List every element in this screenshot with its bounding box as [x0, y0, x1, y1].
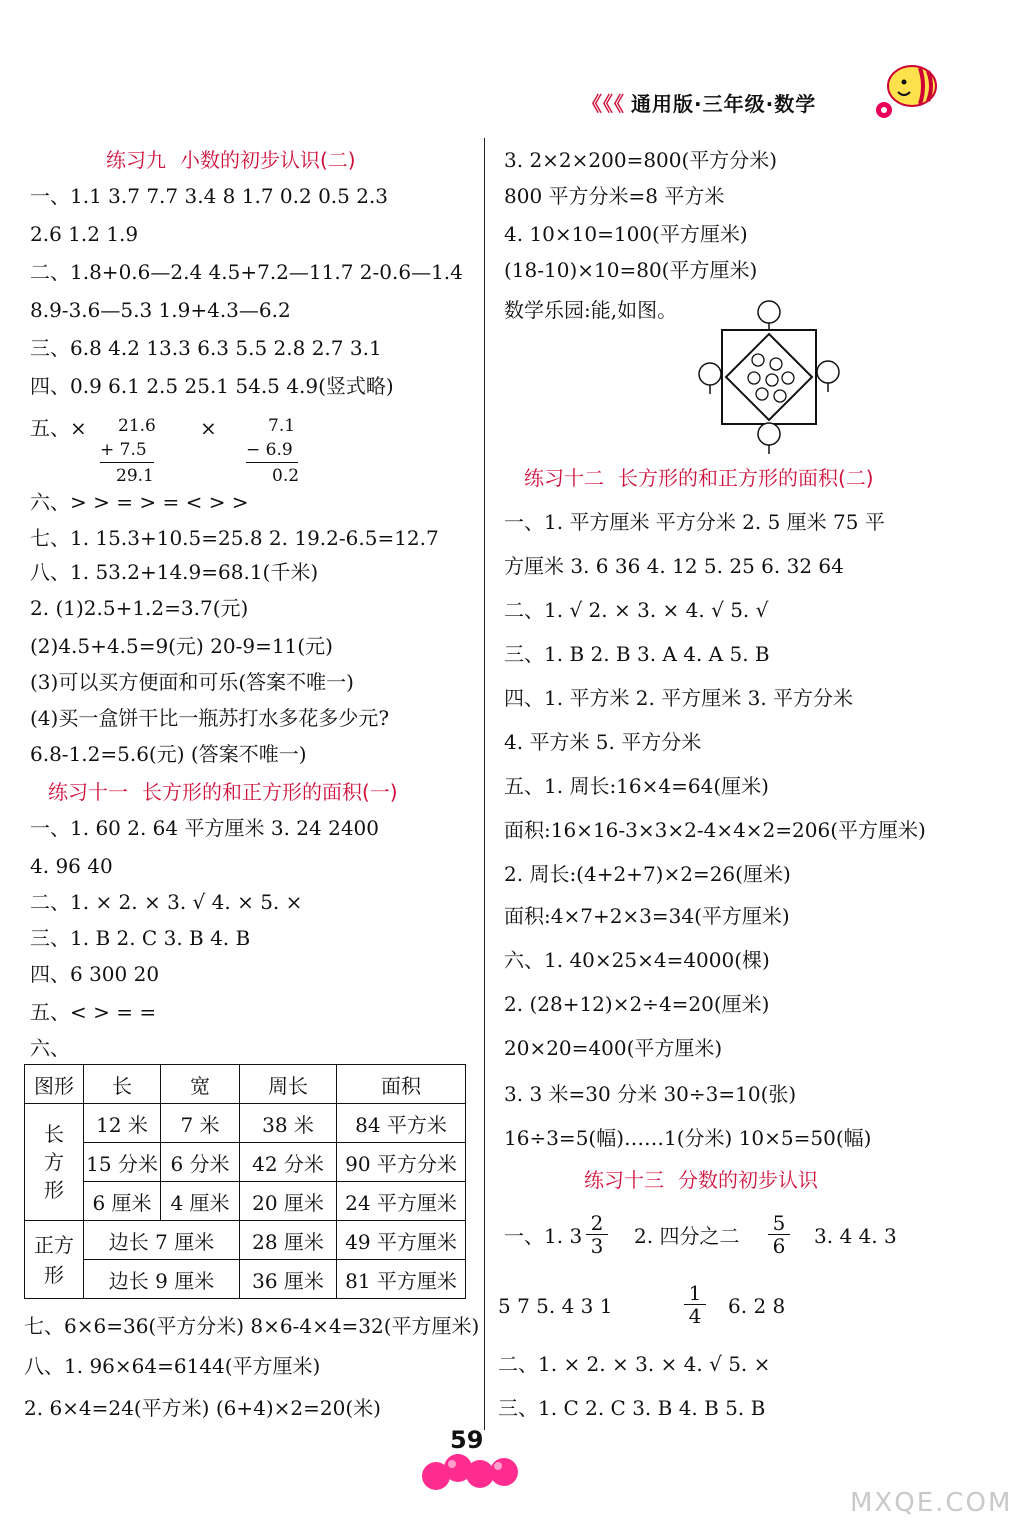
- page-number: 59: [450, 1426, 484, 1454]
- table-cell: 边长 7 厘米: [84, 1221, 240, 1260]
- table-cell: 20 厘米: [240, 1182, 337, 1221]
- table-cell: 7 米: [161, 1104, 240, 1143]
- answer-line: 三、1. B 2. C 3. B 4. B: [30, 926, 251, 950]
- answer-line: 20×20=400(平方厘米): [504, 1036, 723, 1060]
- answer-line: 七、6×6=36(平方分米) 8×6-4×4=32(平方厘米): [24, 1314, 480, 1338]
- answer-line: 2. (28+12)×2÷4=20(厘米): [504, 992, 770, 1016]
- fraction: $\frac{1}{4}$: [684, 1282, 706, 1327]
- answer-line: 3. 2×2×200=800(平方分米): [504, 148, 778, 172]
- series-title: 《《《 通用版·三年级·数学: [582, 92, 817, 116]
- table-cell: 49 平方厘米: [337, 1221, 466, 1260]
- answer-line: 四、6 300 20: [30, 962, 160, 986]
- answer-line: 一、1. 3: [504, 1224, 583, 1248]
- section-heading-11: 练习十一 长方形的和正方形的面积(一): [48, 780, 398, 804]
- answer-line: 8.9-3.6—5.3 1.9+4.3—6.2: [30, 298, 291, 322]
- table-row: [25, 1104, 466, 1143]
- answer-line: (4)买一盒饼干比一瓶苏打水多花多少元?: [30, 706, 390, 730]
- answer-line: 2. 四分之二: [634, 1224, 740, 1248]
- answer-line: 八、1. 53.2+14.9=68.1(千米): [30, 560, 319, 584]
- table-header: 长: [84, 1065, 161, 1104]
- answer-line: 4. 96 40: [30, 854, 113, 878]
- section-heading-13: 练习十三 分数的初步认识: [584, 1168, 818, 1192]
- row-group-label: 正方形: [25, 1221, 84, 1299]
- table-cell: 81 平方厘米: [337, 1260, 466, 1299]
- table-header: 面积: [337, 1065, 466, 1104]
- answer-line: 一、1. 60 2. 64 平方厘米 3. 24 2400: [30, 816, 379, 840]
- answer-line: 二、1. × 2. × 3. × 4. √ 5. ×: [498, 1352, 771, 1376]
- row-group-label: 长方形: [25, 1104, 84, 1221]
- answer-line: 6.8-1.2=5.6(元) (答案不唯一): [30, 742, 307, 766]
- answer-line: 二、1.8+0.6—2.4 4.5+7.2—11.7 2-0.6—1.4: [30, 260, 463, 284]
- answer-line: 3. 3 米=30 分米 30÷3=10(张): [504, 1082, 797, 1106]
- section-heading-9: 练习九 小数的初步认识(二): [106, 148, 356, 172]
- answer-line: 2. 周长:(4+2+7)×2=26(厘米): [504, 862, 791, 886]
- bee-icon: [868, 56, 948, 126]
- vertical-calc-result: 29.1: [116, 466, 154, 486]
- answer-line: 二、1. × 2. × 3. √ 4. × 5. ×: [30, 890, 303, 914]
- answer-line: 五、×: [30, 416, 87, 440]
- answer-line: 4. 10×10=100(平方厘米): [504, 222, 748, 246]
- watermark: MXQE.COM: [850, 1488, 1013, 1518]
- answer-line: 2. 6×4=24(平方米) (6+4)×2=20(米): [24, 1396, 381, 1420]
- answer-line: 四、0.9 6.1 2.5 25.1 54.5 4.9(竖式略): [30, 374, 394, 398]
- answer-line: 方厘米 3. 6 36 4. 12 5. 25 6. 32 64: [504, 554, 844, 578]
- table-cell: 90 平方分米: [337, 1143, 466, 1182]
- answer-line: 八、1. 96×64=6144(平方厘米): [24, 1354, 321, 1378]
- table-header: 周长: [240, 1065, 337, 1104]
- answer-line: 三、6.8 4.2 13.3 6.3 5.5 2.8 2.7 3.1: [30, 336, 382, 360]
- table-row: [25, 1221, 466, 1260]
- fraction: $\frac{2}{3}$: [586, 1212, 608, 1257]
- answer-table: [24, 1064, 466, 1299]
- answer-line: 七、1. 15.3+10.5=25.8 2. 19.2-6.5=12.7: [30, 526, 439, 550]
- table-cell: 28 厘米: [240, 1221, 337, 1260]
- answer-line: 3. 4 4. 3: [814, 1224, 897, 1248]
- arrows-icon: 《《《: [582, 92, 625, 116]
- answer-line: 2.6 1.2 1.9: [30, 222, 139, 246]
- answer-line: 二、1. √ 2. × 3. × 4. √ 5. √: [504, 598, 769, 622]
- answer-mark: ×: [200, 416, 217, 440]
- table-cell: 6 厘米: [84, 1182, 161, 1221]
- vertical-calc-mid: − 6.9: [246, 440, 293, 460]
- vertical-calc-top: 7.1: [268, 416, 296, 436]
- answer-line: (3)可以买方便面和可乐(答案不唯一): [30, 670, 354, 694]
- answer-line: 面积:4×7+2×3=34(平方厘米): [504, 904, 790, 928]
- table-cell: 24 平方厘米: [337, 1182, 466, 1221]
- answer-line: 面积:16×16-3×3×2-4×4×2=206(平方厘米): [504, 818, 926, 842]
- vertical-calc-mid: + 7.5: [100, 440, 147, 460]
- answer-line: 一、1. 平方厘米 平方分米 2. 5 厘米 75 平: [504, 510, 885, 534]
- table-cell: 38 米: [240, 1104, 337, 1143]
- answer-line: 800 平方分米=8 平方米: [504, 184, 725, 208]
- table-cell: 12 米: [84, 1104, 161, 1143]
- table-row: [25, 1182, 466, 1221]
- table-header: 宽: [161, 1065, 240, 1104]
- table-cell: 6 分米: [161, 1143, 240, 1182]
- table-cell: 15 分米: [84, 1143, 161, 1182]
- table-cell: 边长 9 厘米: [84, 1260, 240, 1299]
- answer-line: 六、1. 40×25×4=4000(棵): [504, 948, 770, 972]
- section-heading-12: 练习十二 长方形的和正方形的面积(二): [524, 466, 874, 490]
- answer-line: 六、: [30, 1036, 70, 1060]
- answer-line: 五、1. 周长:16×4=64(厘米): [504, 774, 769, 798]
- table-cell: 36 厘米: [240, 1260, 337, 1299]
- table-cell: 42 分米: [240, 1143, 337, 1182]
- cloud-decoration-icon: [418, 1452, 526, 1492]
- vertical-calc-result: 0.2: [272, 466, 300, 486]
- answer-line: 4. 平方米 5. 平方分米: [504, 730, 702, 754]
- tree-diagram: [694, 298, 844, 456]
- table-row: [25, 1143, 466, 1182]
- table-cell: 4 厘米: [161, 1182, 240, 1221]
- table-row: [25, 1260, 466, 1299]
- answer-line: 六、> > = > = < > >: [30, 490, 249, 514]
- vertical-calc-top: 21.6: [118, 416, 156, 436]
- fraction: $\frac{5}{6}$: [768, 1212, 790, 1257]
- answer-line: 一、1.1 3.7 7.7 3.4 8 1.7 0.2 0.5 2.3: [30, 184, 389, 208]
- table-header: 图形: [25, 1065, 84, 1104]
- answer-line: 三、1. B 2. B 3. A 4. A 5. B: [504, 642, 770, 666]
- answer-line: 6. 2 8: [728, 1294, 786, 1318]
- column-divider: [484, 138, 485, 1430]
- table-header-row: [25, 1065, 466, 1104]
- answer-line: (18-10)×10=80(平方厘米): [504, 258, 758, 282]
- answer-line: 三、1. C 2. C 3. B 4. B 5. B: [498, 1396, 766, 1420]
- answer-line: 四、1. 平方米 2. 平方厘米 3. 平方分米: [504, 686, 854, 710]
- answer-line: (2)4.5+4.5=9(元) 20-9=11(元): [30, 634, 333, 658]
- table-cell: 84 平方米: [337, 1104, 466, 1143]
- answer-line: 16÷3=5(幅)……1(分米) 10×5=50(幅): [504, 1126, 872, 1150]
- answer-line: 5 7 5. 4 3 1: [498, 1294, 613, 1318]
- answer-line: 2. (1)2.5+1.2=3.7(元): [30, 596, 249, 620]
- answer-line: 数学乐园:能,如图。: [504, 298, 678, 322]
- answer-line: 五、< > = =: [30, 1000, 157, 1024]
